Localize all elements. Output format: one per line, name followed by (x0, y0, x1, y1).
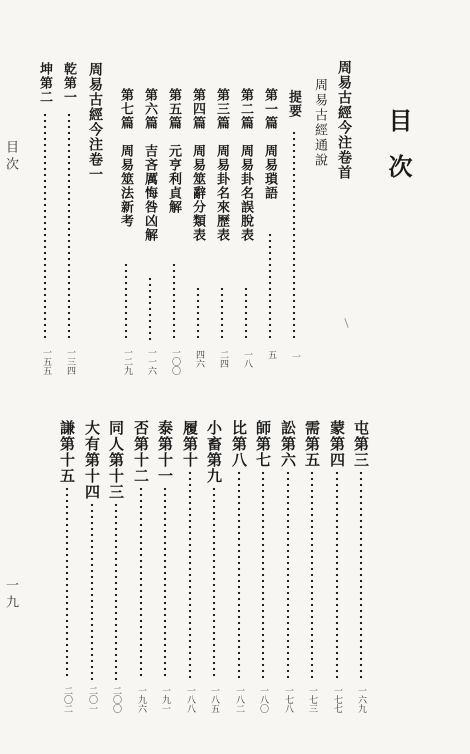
toc-entry-page: 一三四 (65, 348, 75, 375)
toc-entry-page: 一一六 (146, 348, 156, 375)
running-head: 目次 (3, 140, 18, 174)
section-heading: 周易古經今注卷首 (336, 60, 352, 180)
toc-entry-label: 屯第三 (352, 420, 370, 468)
leader-dots (65, 486, 69, 680)
leader-dots (139, 486, 143, 680)
toc-entry-label: 第七篇 周易筮法新考 (118, 88, 133, 228)
toc-entry-page: 五 (266, 350, 276, 359)
leader-dots (261, 470, 265, 680)
leader-dots (286, 470, 290, 680)
leader-dots (237, 470, 241, 680)
toc-entry-page: 二〇一 (87, 686, 97, 713)
toc-entry-page: 一七八 (283, 686, 293, 713)
leader-dots (359, 470, 363, 680)
leader-dots (244, 286, 248, 342)
leader-dots (188, 470, 192, 680)
toc-entry-label: 同人第十三 (107, 420, 125, 500)
toc-entry-label: 提要 (286, 90, 301, 118)
toc-entry-label: 比第八 (230, 420, 248, 468)
leader-dots (90, 502, 94, 680)
toc-entry-page: 二〇〇 (111, 686, 121, 713)
toc-entry-page: 二〇二 (62, 686, 72, 713)
leader-dots (148, 276, 152, 342)
toc-entry-page: 一六九 (356, 686, 366, 713)
toc-entry-label: 第六篇 吉吝厲悔咎凶解 (142, 88, 157, 242)
toc-entry-page: 二四 (218, 350, 228, 368)
leader-dots (220, 286, 224, 342)
toc-entry-label: 泰第十一 (156, 420, 174, 484)
toc-entry-label: 小畜第九 (205, 420, 223, 484)
section-subheading: 周易古經通說 (312, 78, 327, 168)
toc-entry-page: 四六 (194, 350, 204, 368)
toc-entry-label: 蒙第四 (328, 420, 346, 468)
toc-entry-label: 謙第十五 (58, 420, 76, 484)
page-number: 一九 (3, 578, 18, 612)
leader-dots (163, 486, 167, 680)
toc-entry-label: 坤第二 (37, 62, 52, 104)
toc-entry-page: 一七七 (332, 686, 342, 713)
toc-entry-label: 大有第十四 (83, 420, 101, 500)
leader-dots (124, 262, 128, 342)
toc-entry-label: 師第七 (254, 420, 272, 468)
toc-entry-page: 一二九 (122, 348, 132, 375)
leader-dots (67, 112, 71, 342)
page-title: 目次 (384, 108, 413, 200)
toc-entry-label: 第一篇 周易瑣語 (262, 88, 277, 200)
toc-entry-page: 一九六 (136, 686, 146, 713)
leader-dots (196, 286, 200, 342)
toc-entry-label: 第二篇 周易卦名誤脫表 (238, 88, 253, 242)
toc-entry-label: 第四篇 周易筮辭分類表 (190, 88, 205, 242)
scan-mark (344, 318, 348, 328)
toc-entry-page: 一 (290, 352, 300, 361)
leader-dots (335, 470, 339, 680)
toc-entry-page: 一八五 (209, 686, 219, 713)
leader-dots (43, 112, 47, 342)
toc-entry-page: 一七三 (307, 686, 317, 713)
toc-entry-label: 第三篇 周易卦名來歷表 (214, 88, 229, 242)
leader-dots (268, 232, 272, 340)
leader-dots (310, 470, 314, 680)
leader-dots (172, 262, 176, 342)
toc-entry-label: 訟第六 (279, 420, 297, 468)
toc-entry-label: 乾第一 (61, 62, 76, 104)
volume-heading: 周易古經今注卷一 (87, 62, 103, 182)
toc-entry-page: 一八八 (185, 686, 195, 713)
leader-dots (292, 130, 296, 338)
toc-entry-page: 一八 (242, 350, 252, 368)
leader-dots (114, 502, 118, 680)
toc-entry-page: 一九一 (160, 686, 170, 713)
toc-entry-label: 否第十二 (132, 420, 150, 484)
toc-entry-page: 一〇〇 (170, 348, 180, 375)
toc-entry-label: 需第五 (303, 420, 321, 468)
toc-entry-label: 第五篇 元亨利貞解 (166, 88, 181, 214)
toc-entry-page: 一八〇 (258, 686, 268, 713)
toc-entry-page: 一八二 (234, 686, 244, 713)
toc-entry-label: 履第十 (181, 420, 199, 468)
toc-entry-page: 一五五 (41, 348, 51, 375)
leader-dots (212, 486, 216, 680)
